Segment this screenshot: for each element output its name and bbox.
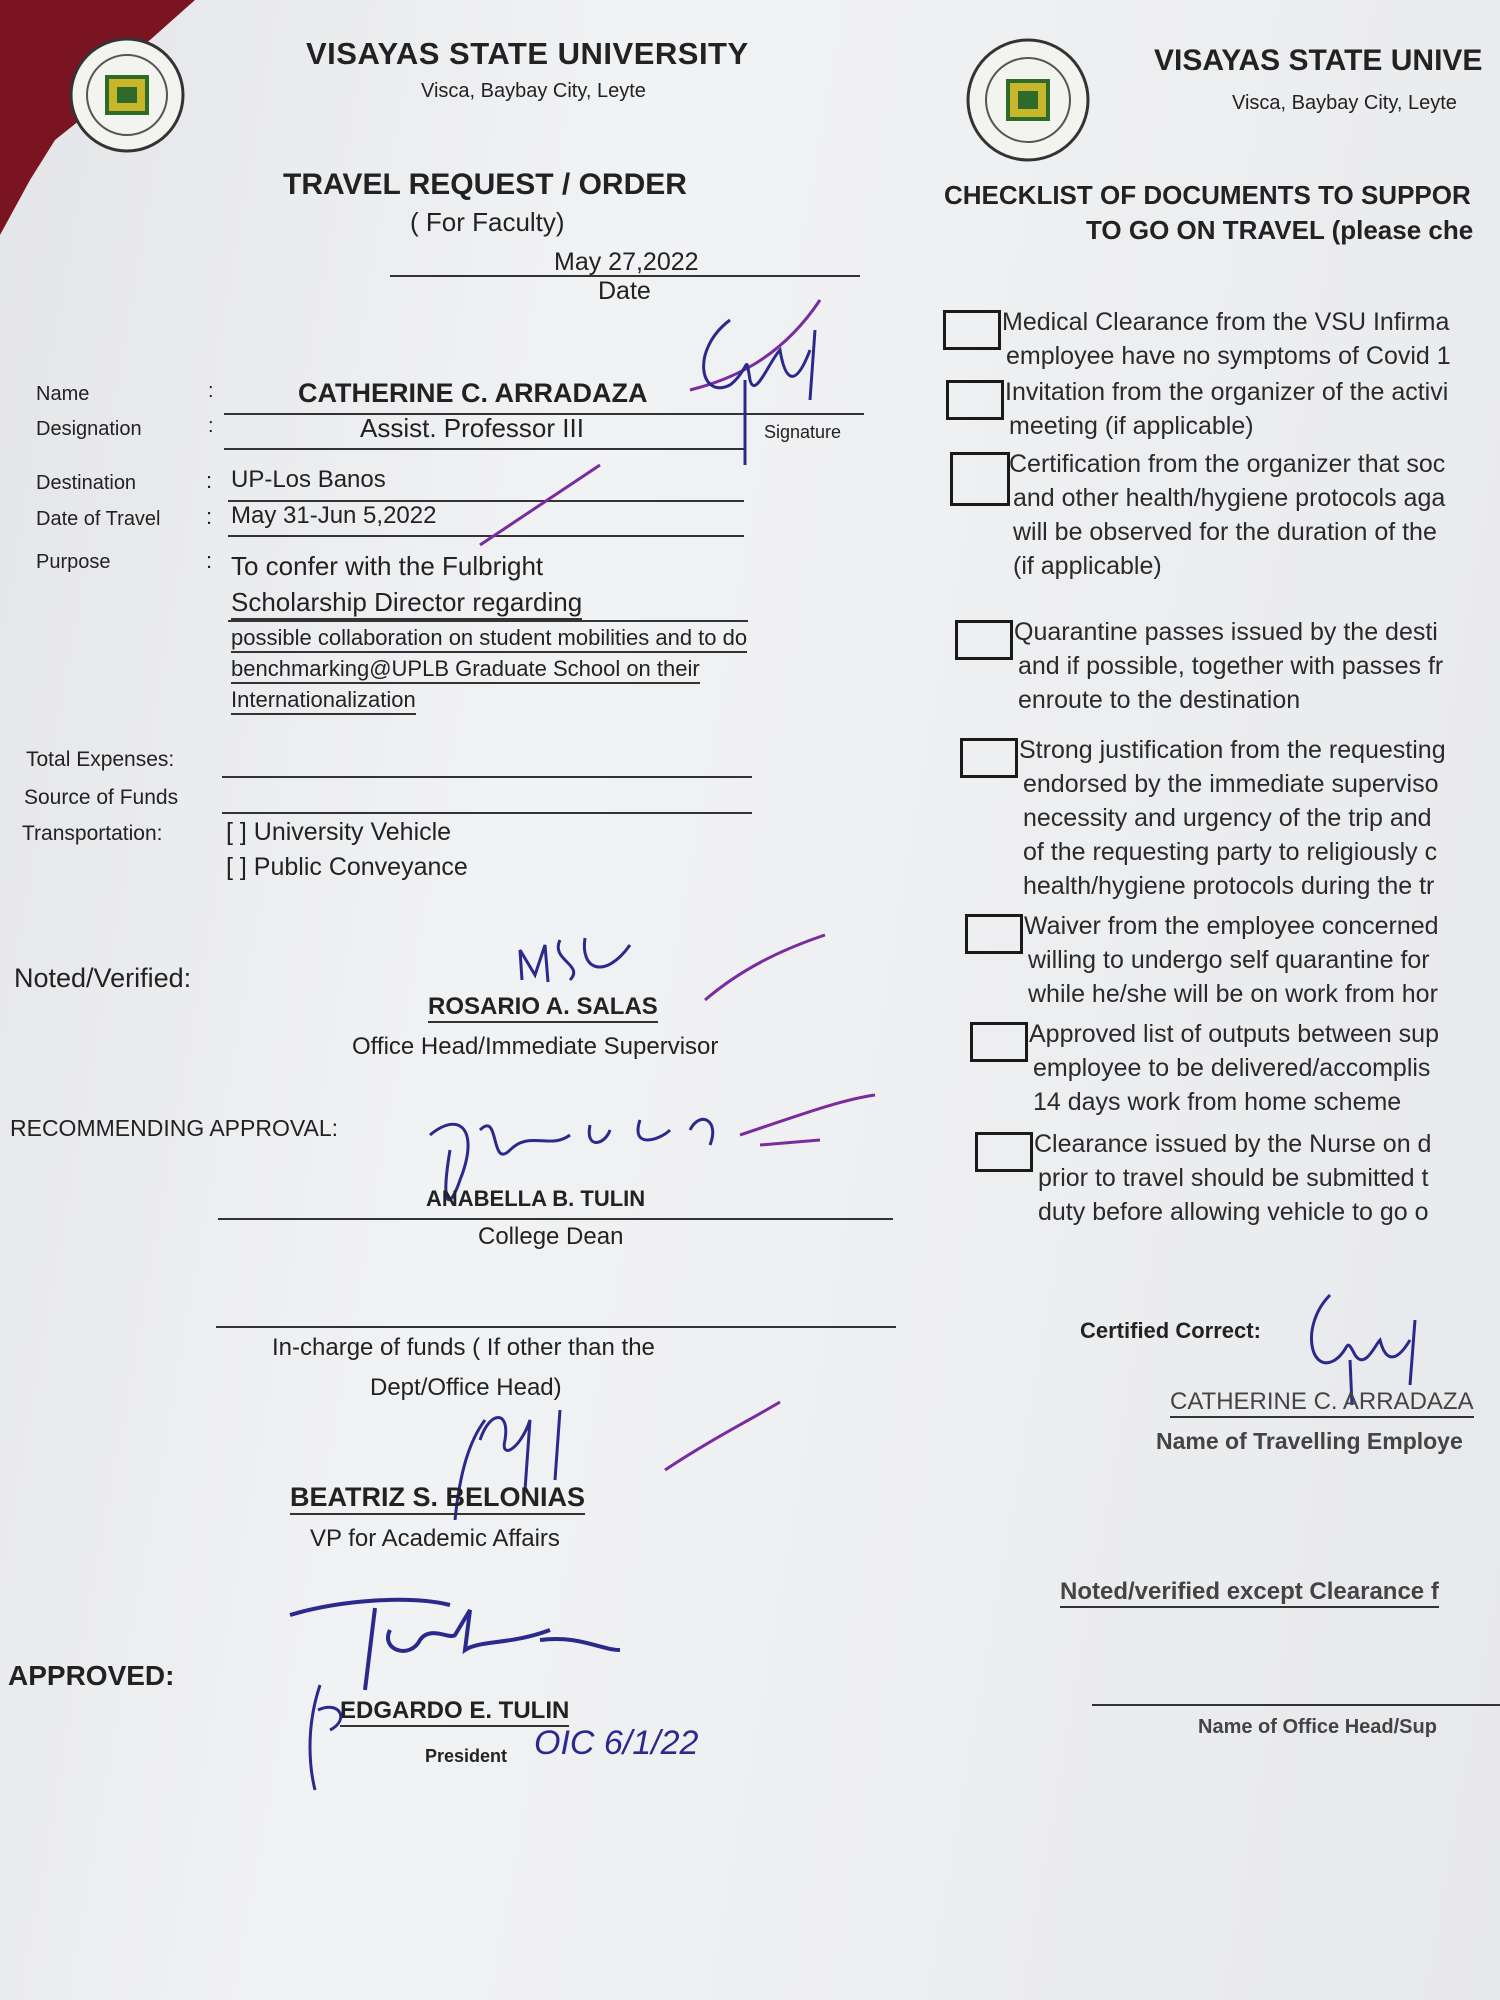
noted-verified-label: Noted/Verified: [14, 963, 192, 993]
checklist-item-text: of the requesting party to religiously c [1023, 838, 1438, 866]
designation-value: Assist. Professor III [360, 413, 584, 443]
purpose-line: To confer with the Fulbright [231, 551, 544, 581]
checklist-item-text: will be observed for the duration of the [1013, 518, 1437, 546]
checklist-checkbox[interactable] [975, 1132, 1033, 1172]
form-title: TRAVEL REQUEST / ORDER [283, 168, 687, 201]
employee-name: CATHERINE C. ARRADAZA [1170, 1388, 1474, 1418]
checklist-checkbox[interactable] [965, 914, 1023, 954]
checklist-item-text: employee have no symptoms of Covid 1 [1006, 342, 1451, 370]
checklist-item-text: Waiver from the employee concerned [1024, 912, 1439, 940]
employee-signature [1290, 1265, 1450, 1405]
destination-label: Destination [36, 472, 137, 494]
transportation-label: Transportation: [22, 822, 163, 845]
purpose-label: Purpose [36, 551, 111, 573]
checklist-item-text: Medical Clearance from the VSU Infirma [1002, 308, 1450, 336]
checklist-item-text: 14 days work from home scheme [1033, 1088, 1402, 1116]
purpose-line: possible collaboration on student mobilities and to do [231, 625, 747, 653]
form-subtitle: ( For Faculty) [410, 207, 565, 237]
checklist-item-text: and if possible, together with passes fr [1018, 652, 1444, 680]
recommending-approval-label: RECOMMENDING APPROVAL: [10, 1115, 339, 1141]
checklist-item-text: and other health/hygiene protocols aga [1013, 484, 1446, 512]
colon: : [206, 468, 213, 493]
total-expenses-label: Total Expenses: [26, 748, 175, 771]
certified-correct-label: Certified Correct: [1080, 1318, 1261, 1343]
university-seal-icon [948, 35, 1108, 165]
handwritten-oic-note: OIC 6/1/22 [534, 1724, 699, 1762]
request-date: May 27,2022 [554, 248, 699, 276]
vp-name: BEATRIZ S. BELONIAS [290, 1482, 585, 1515]
name-value: CATHERINE C. ARRADAZA [298, 378, 648, 408]
colon: : [206, 504, 213, 529]
checklist-item-text: endorsed by the immediate superviso [1023, 770, 1439, 798]
funds-incharge-label: In-charge of funds ( If other than the [272, 1334, 655, 1361]
checklist-item-text: employee to be delivered/accomplis [1033, 1054, 1431, 1082]
transport-option-university-vehicle: [ ] University Vehicle [226, 818, 452, 846]
university-seal-icon [65, 35, 200, 160]
transport-option-public-conveyance: [ ] Public Conveyance [226, 853, 468, 881]
name-label: Name [36, 383, 90, 405]
applicant-signature [670, 290, 850, 470]
president-title: President [425, 1746, 508, 1766]
source-of-funds-label: Source of Funds [24, 786, 179, 809]
checklist-item-text: (if applicable) [1013, 552, 1162, 580]
employee-name-label: Name of Travelling Employe [1156, 1428, 1463, 1454]
vp-title: VP for Academic Affairs [310, 1525, 560, 1552]
checklist-item-text: while he/she will be on work from hor [1028, 980, 1438, 1008]
checklist-title-2: TO GO ON TRAVEL (please che [1086, 215, 1474, 245]
noted-verified-except-label: Noted/verified except Clearance f [1060, 1578, 1439, 1608]
checklist-item-text: Approved list of outputs between sup [1029, 1020, 1439, 1048]
destination-value: UP-Los Banos [231, 466, 386, 493]
date-label: Date [598, 277, 651, 305]
purpose-line: Scholarship Director regarding [231, 587, 582, 620]
checklist-item-text: Strong justification from the requesting [1019, 736, 1446, 764]
dean-name: ANABELLA B. TULIN [426, 1186, 646, 1211]
supervisor-title: Office Head/Immediate Supervisor [352, 1033, 719, 1060]
checklist-item-text: Certification from the organizer that soc [1009, 450, 1446, 478]
checklist-item-text: health/hygiene protocols during the tr [1023, 872, 1435, 900]
checklist-item-text: willing to undergo self quarantine for [1028, 946, 1430, 974]
date-of-travel-value: May 31-Jun 5,2022 [231, 502, 437, 529]
signature-label: Signature [764, 422, 842, 442]
checklist-item-text: prior to travel should be submitted t [1038, 1164, 1429, 1192]
checklist-item-text: enroute to the destination [1018, 686, 1301, 714]
colon: : [206, 548, 213, 573]
checklist-item-text: necessity and urgency of the trip and [1023, 804, 1432, 832]
funds-incharge-label-2: Dept/Office Head) [370, 1374, 562, 1401]
checklist-item-text: Clearance issued by the Nurse on d [1034, 1130, 1432, 1158]
colon: : [208, 415, 214, 437]
checklist-checkbox[interactable] [970, 1022, 1028, 1062]
checklist-title: CHECKLIST OF DOCUMENTS TO SUPPOR [944, 180, 1471, 210]
office-head-label: Name of Office Head/Sup [1198, 1716, 1437, 1738]
approved-label: APPROVED: [8, 1660, 175, 1691]
university-name: VISAYAS STATE UNIVERSITY [306, 36, 749, 71]
checklist-item-text: meeting (if applicable) [1009, 412, 1254, 440]
supervisor-name: ROSARIO A. SALAS [428, 993, 658, 1023]
date-of-travel-label: Date of Travel [36, 508, 161, 530]
designation-label: Designation [36, 418, 142, 440]
university-address: Visca, Baybay City, Leyte [421, 80, 646, 102]
dean-title: College Dean [478, 1223, 624, 1250]
checklist-item-text: Quarantine passes issued by the desti [1014, 618, 1438, 646]
checklist-checkbox[interactable] [950, 452, 1010, 506]
checklist-item-text: duty before allowing vehicle to go o [1038, 1198, 1429, 1226]
checklist-checkbox[interactable] [960, 738, 1018, 778]
checklist-item-text: Invitation from the organizer of the activi [1005, 378, 1449, 406]
president-signature [280, 1590, 740, 1800]
checklist-checkbox[interactable] [946, 380, 1004, 420]
university-name-right: VISAYAS STATE UNIVE [1154, 44, 1483, 77]
colon: : [208, 380, 214, 402]
purpose-line: benchmarking@UPLB Graduate School on their [231, 656, 700, 684]
check-mark [470, 460, 610, 550]
university-address-right: Visca, Baybay City, Leyte [1232, 92, 1457, 114]
purpose-line: Internationalization [231, 687, 416, 715]
checklist-checkbox[interactable] [955, 620, 1013, 660]
president-name: EDGARDO E. TULIN [340, 1697, 569, 1727]
checklist-checkbox[interactable] [943, 310, 1001, 350]
